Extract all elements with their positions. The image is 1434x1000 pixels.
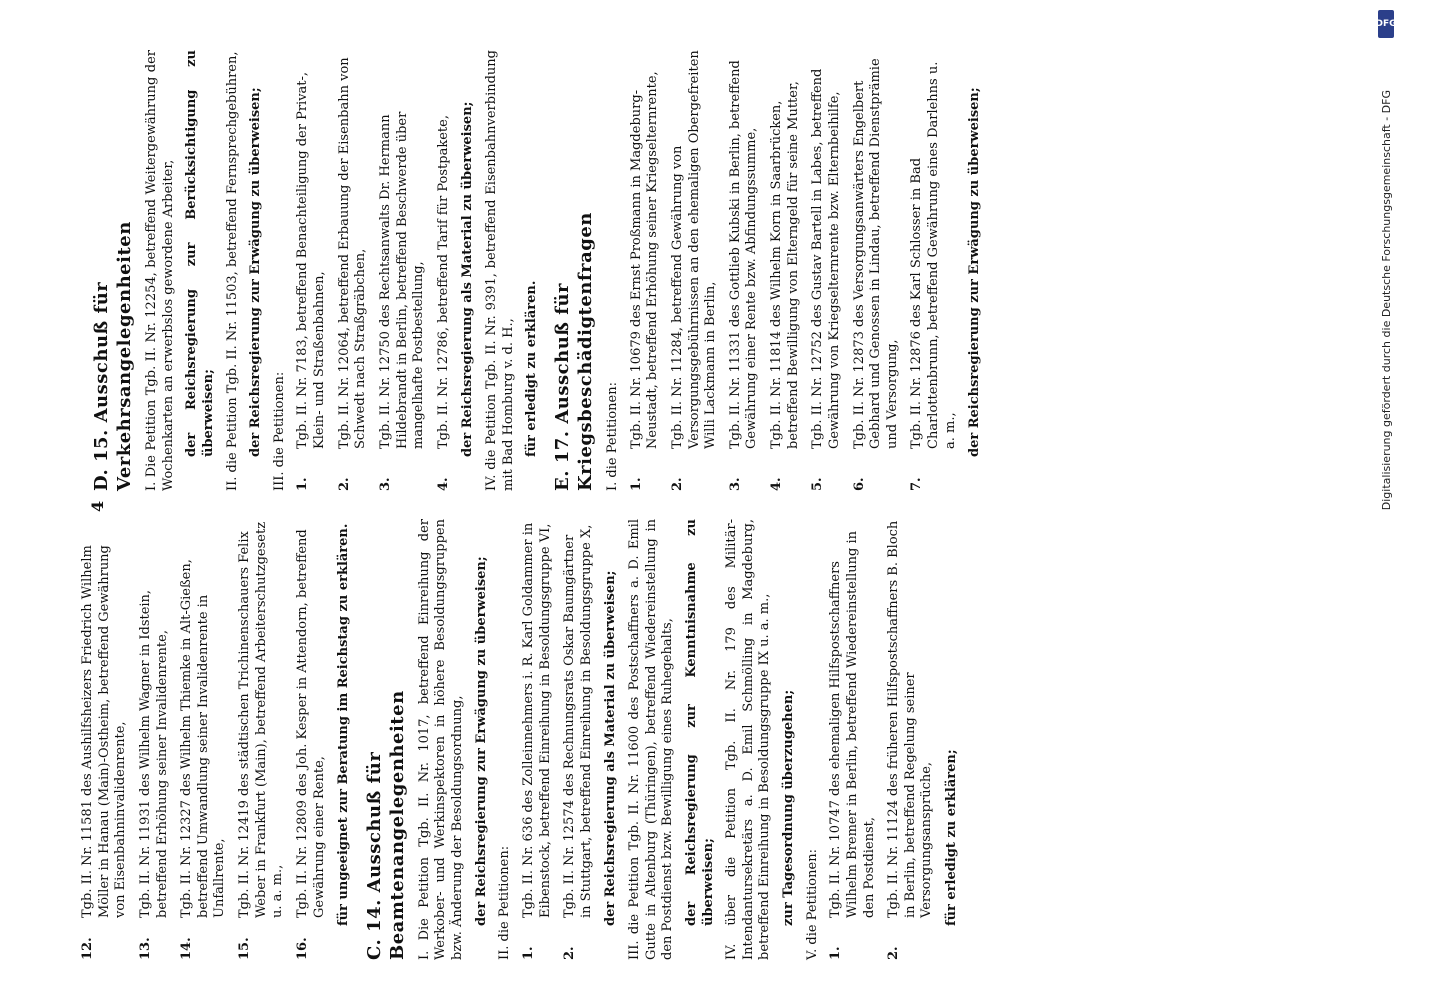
section-c-iv: IV. über die Petition Tgb. II. Nr. 179 des Militär-Intendantursekretärs a. D. Emil Schmölling in Magdeburg, betreffend Einreihung in Besoldungsgruppe IX u. a. m.,: [724, 519, 773, 960]
section-d-ii: II. die Petition Tgb. II. Nr. 11503, betreffend Fernsprechgebühren,: [224, 51, 240, 491]
section-c-ii-intro: II. die Petitionen:: [497, 845, 513, 960]
section-d-iii-text: Tgb. II. Nr. 12786, betreffend Tarif für Postpakete,: [435, 115, 451, 449]
section-d-iv-closing: für erledigt zu erklären.: [524, 280, 540, 457]
section-e-text: Tgb. II. Nr. 11331 des Gottlieb Kubski in Berlin, betreffend Gewährung einer Rente bzw. Abfindungssumme,: [727, 60, 760, 449]
section-c-ii-closing: der Reichsregierung als Material zu überweisen;: [603, 570, 619, 926]
section-d-title: D. 15. Ausschuß für Verkehrsangelegenheiten: [91, 221, 136, 491]
left-item-number: 14.: [179, 937, 195, 960]
funding-note: [1372, 90, 1400, 910]
section-e-number: 7.: [909, 477, 925, 491]
section-d-iii-number: 1.: [295, 477, 311, 491]
left-closing: für ungeeignet zur Beratung im Reichstag zu erklären.: [336, 523, 352, 926]
left-column: [80, 519, 1340, 960]
left-item-text: Tgb. II. Nr. 12419 des städtischen Trichinenschauers Felix Weber in Frankfurt (Main), betreffend Arbeiterschutzgesetz u. a. m.,: [237, 521, 286, 918]
section-c-iii-closing: der Reichsregierung zur Kenntnisnahme zu überweisen;: [683, 519, 716, 926]
section-e-text: Tgb. II. Nr. 12873 des Versorgungsanwärters Engelbert Gebhard und Genossen in Lindau, betreffend Dienstprämie und Versorgung,: [851, 58, 900, 449]
section-c-iv-closing: zur Tagesordnung überzugehen;: [781, 689, 797, 926]
left-item-text: Tgb. II. Nr. 12809 des Joh. Kesper in Attendorn, betreffend Gewährung einer Rente,: [294, 529, 327, 918]
section-e-text: Tgb. II. Nr. 11284, betreffend Gewährung von Versorgungsgebührnissen an den ehemaligen Obergefreiten Willi Lackmann in Berlin,: [669, 50, 719, 449]
left-item: [80, 519, 130, 960]
section-e-closing: der Reichsregierung zur Erwägung zu überweisen;: [967, 87, 983, 457]
section-e-item: [728, 50, 761, 491]
section-c-ii-text: Tgb. II. Nr. 12574 des Rechnungsrats Oskar Baumgärtner in Stuttgart, betreffend Einreihung in Besoldungsgruppe X,: [562, 524, 594, 918]
section-d-iii-intro: III. die Petitionen:: [271, 371, 287, 491]
left-item: [138, 519, 171, 960]
section-d-iii-text: Tgb. II. Nr. 12064, betreffend Erbauung der Eisenbahn von Schwedt nach Straßgräbchen,: [336, 57, 369, 449]
section-d-iii-number: 2.: [336, 477, 352, 491]
page-content: [80, 50, 1340, 960]
section-c-ii-item: [562, 519, 595, 960]
section-c-v-text: Tgb. II. Nr. 10747 des ehemaligen Hilfspostschaffners Wilhelm Bremer in Berlin, betreffend Wiedereinstellung in den Postdienst,: [828, 530, 877, 918]
section-c-ii-item: [521, 519, 554, 960]
section-e-number: 1.: [628, 477, 644, 491]
section-c-ii-text: Tgb. II. Nr. 636 des Zolleinnehmers i. R. Karl Goldammer in Eibenstock, betreffend Einreihung in Besoldungsgruppe VI,: [520, 522, 553, 918]
section-d-i-closing: der Reichsregierung zur Berücksichtigung zu überweisen;: [184, 50, 216, 457]
section-e-item: [769, 50, 802, 491]
section-e-number: 6.: [851, 477, 867, 491]
section-e-item: [810, 50, 843, 491]
section-e-number: 2.: [669, 477, 685, 491]
section-e-item: [629, 50, 662, 491]
section-d-iii-item: [436, 50, 453, 491]
section-e-text: Tgb. II. Nr. 12876 des Karl Schlosser in Bad Charlottenbrunn, betreffend Gewährung eines Darlehns u. a. m.,: [909, 61, 958, 449]
left-item-number: 12.: [80, 937, 95, 960]
dfg-badge: DFG: [1378, 10, 1394, 38]
section-c-v-number: 1.: [828, 946, 844, 960]
section-e-text: Tgb. II. Nr. 11814 des Wilhelm Korn in Saarbrücken, betreffend Bewilligung von Elterngeld für seine Mutter,: [769, 81, 801, 449]
section-d-iii-text: Tgb. II. Nr. 12750 des Rechtsanwalts Dr. Hermann Hildebrandt in Berlin, betreffend Beschwerde über mangelhafte Postbestellung,: [377, 111, 427, 449]
section-c-v-closing: für erledigt zu erklären;: [944, 749, 960, 926]
section-d-iii-item: [295, 50, 328, 491]
section-d-iii-item: [337, 50, 370, 491]
left-item: [237, 519, 287, 960]
left-item-number: 15.: [237, 937, 252, 960]
section-e-title: E. 17. Ausschuß für Kriegsbeschädigtenfragen: [551, 212, 596, 491]
section-c-iii: III. die Petition Tgb. II. Nr. 11600 des Postschaffners a. D. Emil Gutte in Altenburg (Thüringen), betreffend Wiedereinstellung in den Postdienst bzw. Bewilligung eines Ruhegehalts,: [627, 519, 676, 960]
right-column: [80, 50, 1340, 491]
section-c-v-item: [828, 519, 878, 960]
section-e-text: Tgb. II. Nr. 10679 des Ernst Proßmann in Magdeburg-Neustadt, betreffend Erhöhung seiner Kriegselternrente,: [628, 71, 661, 449]
section-c-ii-number: 2.: [562, 946, 578, 960]
left-item-text: Tgb. II. Nr. 12327 des Wilhelm Thiemke in Alt-Gießen, betreffend Umwandlung seiner Invalidenrente in Unfallrente,: [179, 559, 228, 918]
section-c-i-closing: der Reichsregierung zur Erwägung zu überweisen;: [473, 556, 489, 926]
section-c-v-intro: V. die Petitionen:: [804, 849, 820, 960]
funding-note-text: Digitalisierung gefördert durch die Deutsche Forschungsgemeinschaft - DFG: [1379, 90, 1393, 511]
section-e-item: [909, 50, 959, 491]
page-number: 4: [88, 500, 107, 512]
section-d-iii-text: Tgb. II. Nr. 7183, betreffend Benachteiligung der Privat-, Klein- und Straßenbahnen,: [295, 71, 328, 449]
left-item-number: 16.: [294, 937, 310, 960]
section-c-ii-number: 1.: [520, 946, 536, 960]
left-items: [80, 519, 328, 960]
section-e-text: Tgb. II. Nr. 12752 des Gustav Bartell in Labes, betreffend Gewährung von Kriegselternrente bzw. Elternbeihilfe,: [810, 68, 842, 449]
section-c-v-text: Tgb. II. Nr. 11124 des früheren Hilfspostschaffners B. Bloch in Berlin, betreffend Regelung seiner Versorgungsansprüche,: [886, 520, 935, 918]
section-e-number: 4.: [769, 477, 784, 491]
section-e-item: [670, 50, 720, 491]
section-d-iii-closing: der Reichsregierung als Material zu überweisen;: [460, 101, 476, 457]
section-d-ii-closing: der Reichsregierung zur Erwägung zu überweisen;: [248, 87, 264, 457]
section-e-number: 3.: [727, 477, 743, 491]
section-e-number: 5.: [810, 477, 826, 491]
section-d-iii-item: [378, 50, 428, 491]
section-d-iv: IV. die Petition Tgb. II. Nr. 9391, betreffend Eisenbahnverbindung mit Bad Homburg v. d. H.,: [484, 50, 516, 491]
section-c-title: C. 14. Ausschuß für Beamtenangelegenheiten: [363, 690, 408, 960]
section-c-i: I. Die Petition Tgb. II. Nr. 1017, betreffend Einreihung der Werkober- und Werkinspektoren in höhere Besoldungsgruppen bzw. Änderung der Besoldungsordnung,: [416, 519, 466, 960]
left-item: [295, 519, 328, 960]
left-item: [179, 519, 229, 960]
section-d-iii-number: 3.: [377, 477, 393, 491]
section-d-iii-number: 4.: [435, 477, 451, 491]
section-c-v-item: [886, 519, 936, 960]
section-c-v-number: 2.: [886, 946, 902, 960]
section-e-intro: I. die Petitionen:: [605, 382, 620, 491]
left-item-text: Tgb. II. Nr. 11581 des Aushilfsheizers Friedrich Wilhelm Möller in Hanau (Main)-Ostheim, betreffend Gewährung von Eisenbahninvalidenrente,: [80, 545, 129, 918]
section-d-i: I. Die Petition Tgb. II. Nr. 12254, betreffend Weitergewährung der Wochenkarten an erwerbslos gewordene Arbeiter,: [144, 50, 176, 491]
section-e-item: [852, 50, 902, 491]
left-item-text: Tgb. II. Nr. 11931 des Wilhelm Wagner in Idstein, betreffend Erhöhung seiner Invalidenrente,: [137, 589, 170, 918]
left-item-number: 13.: [137, 937, 153, 960]
